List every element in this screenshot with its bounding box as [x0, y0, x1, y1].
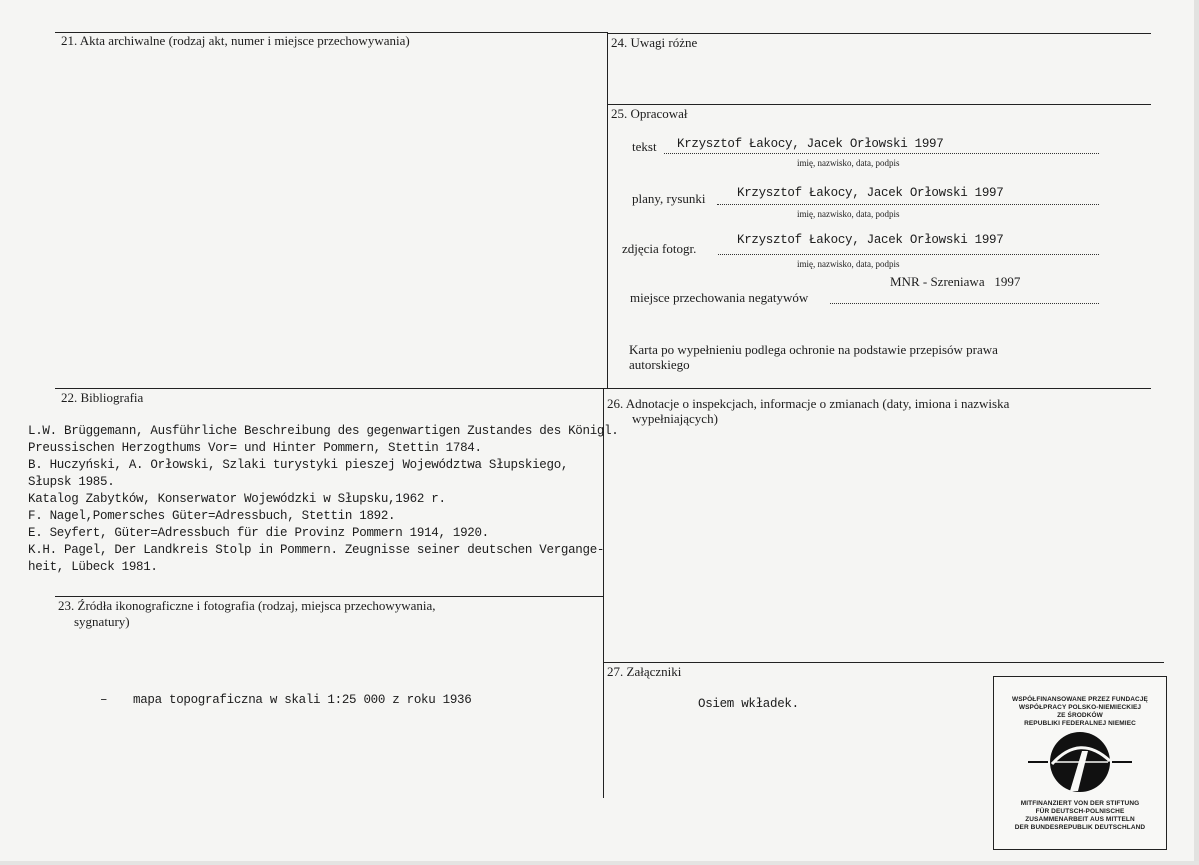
rule-24-25 [608, 104, 1151, 105]
vertical-divider [607, 33, 608, 388]
zdjecia-value: Krzysztof Łakocy, Jacek Orłowski 1997 [737, 233, 1004, 247]
tekst-label: tekst [632, 139, 657, 154]
plany-value: Krzysztof Łakocy, Jacek Orłowski 1997 [737, 186, 1004, 200]
sponsor-line: MITFINANZIERT VON DER STIFTUNG [1020, 800, 1140, 807]
sponsor-line: REPUBLIKI FEDERALNEJ NIEMIEC [1024, 720, 1136, 727]
foundation-logo-icon [1024, 731, 1136, 793]
copyright-line-1: Karta po wypełnieniu podlega ochronie na podstawie przepisów prawa [629, 342, 998, 357]
plany-label: plany, rysunki [632, 191, 706, 206]
negatywy-value: MNR - Szreniawa 1997 [890, 274, 1021, 289]
section-24-label: 24. Uwagi różne [611, 35, 698, 50]
sponsor-text-bottom [994, 800, 1166, 832]
negatywy-dotted-line [830, 303, 1099, 304]
section-21-label: 21. Akta archiwalne (rodzaj akt, numer i miejsce przechowywania) [61, 33, 410, 48]
bibliography-list [28, 423, 619, 576]
rule-21-22 [55, 388, 1151, 389]
sponsor-line: ZUSAMMENARBEIT AUS MITTELN [1025, 816, 1135, 823]
rule-22-23 [55, 596, 603, 597]
tekst-caption: imię, nazwisko, data, podpis [797, 158, 900, 168]
rule-26-27 [604, 662, 1164, 663]
section-23-label-line-2: sygnatury) [74, 614, 130, 629]
sponsor-line: FÜR DEUTSCH-POLNISCHE [1035, 808, 1125, 815]
tekst-dotted-line [664, 153, 1099, 154]
bibliography-entry: Preussischen Herzogthums Vor= und Hinter Pommern, Stettin 1784. [28, 441, 482, 455]
bibliography-entry: L.W. Brüggemann, Ausführliche Beschreibung des gegenwartigen Zustandes des Königl. [28, 424, 619, 438]
zdjecia-label: zdjęcia fotogr. [622, 241, 697, 256]
section-22-label: 22. Bibliografia [61, 390, 144, 405]
plany-dotted-line [717, 204, 1099, 205]
section-25-label: 25. Opracował [611, 106, 688, 121]
plany-caption: imię, nazwisko, data, podpis [797, 209, 900, 219]
tekst-value: Krzysztof Łakocy, Jacek Orłowski 1997 [677, 137, 944, 151]
top-rule-right [608, 33, 1151, 34]
sponsor-stamp [993, 676, 1167, 850]
bibliography-entry: Słupsk 1985. [28, 475, 115, 489]
bibliography-entry: F. Nagel,Pomersches Güter=Adressbuch, Stettin 1892. [28, 509, 396, 523]
scan-edge-bottom [0, 861, 1199, 865]
section-26-label-line-2: wypełniających) [632, 411, 718, 426]
sponsor-text-top [994, 696, 1166, 728]
sponsor-line: DER BUNDESREPUBLIK DEUTSCHLAND [1014, 824, 1146, 831]
section-27-label: 27. Załączniki [607, 664, 682, 679]
bibliography-entry: Katalog Zabytków, Konserwator Wojewódzki w Słupsku,1962 r. [28, 492, 446, 506]
copyright-line-2: autorskiego [629, 357, 690, 372]
sponsor-line: ZE ŚRODKÓW [1057, 712, 1103, 719]
section-23-label-line-1: 23. Źródła ikonograficzne i fotografia (rodzaj, miejsca przechowywania, [58, 598, 436, 613]
section-27-value: Osiem wkładek. [698, 697, 799, 711]
zdjecia-caption: imię, nazwisko, data, podpis [797, 259, 900, 269]
section-26-label-line-1: 26. Adnotacje o inspekcjach, informacje o zmianach (daty, imiona i nazwiska [607, 396, 1010, 411]
section-23-entry: mapa topograficzna w skali 1:25 000 z roku 1936 [133, 693, 472, 707]
sponsor-line: WSPÓŁPRACY POLSKO-NIEMIECKIEJ [1018, 704, 1142, 711]
zdjecia-dotted-line [718, 254, 1099, 255]
bibliography-entry: E. Seyfert, Güter=Adressbuch für die Provinz Pommern 1914, 1920. [28, 526, 489, 540]
scan-edge-right [1194, 0, 1199, 865]
section-23-dash: – [100, 693, 108, 707]
bibliography-entry: B. Huczyński, A. Orłowski, Szlaki turystyki pieszej Województwa Słupskiego, [28, 458, 569, 472]
bibliography-entry: K.H. Pagel, Der Landkreis Stolp in Pommern. Zeugnisse seiner deutschen Vergange- [28, 543, 605, 557]
bibliography-entry: heit, Lübeck 1981. [28, 560, 158, 574]
negatywy-label: miejsce przechowania negatywów [630, 290, 809, 305]
sponsor-line: WSPÓŁFINANSOWANE PRZEZ FUNDACJĘ [1012, 696, 1148, 703]
